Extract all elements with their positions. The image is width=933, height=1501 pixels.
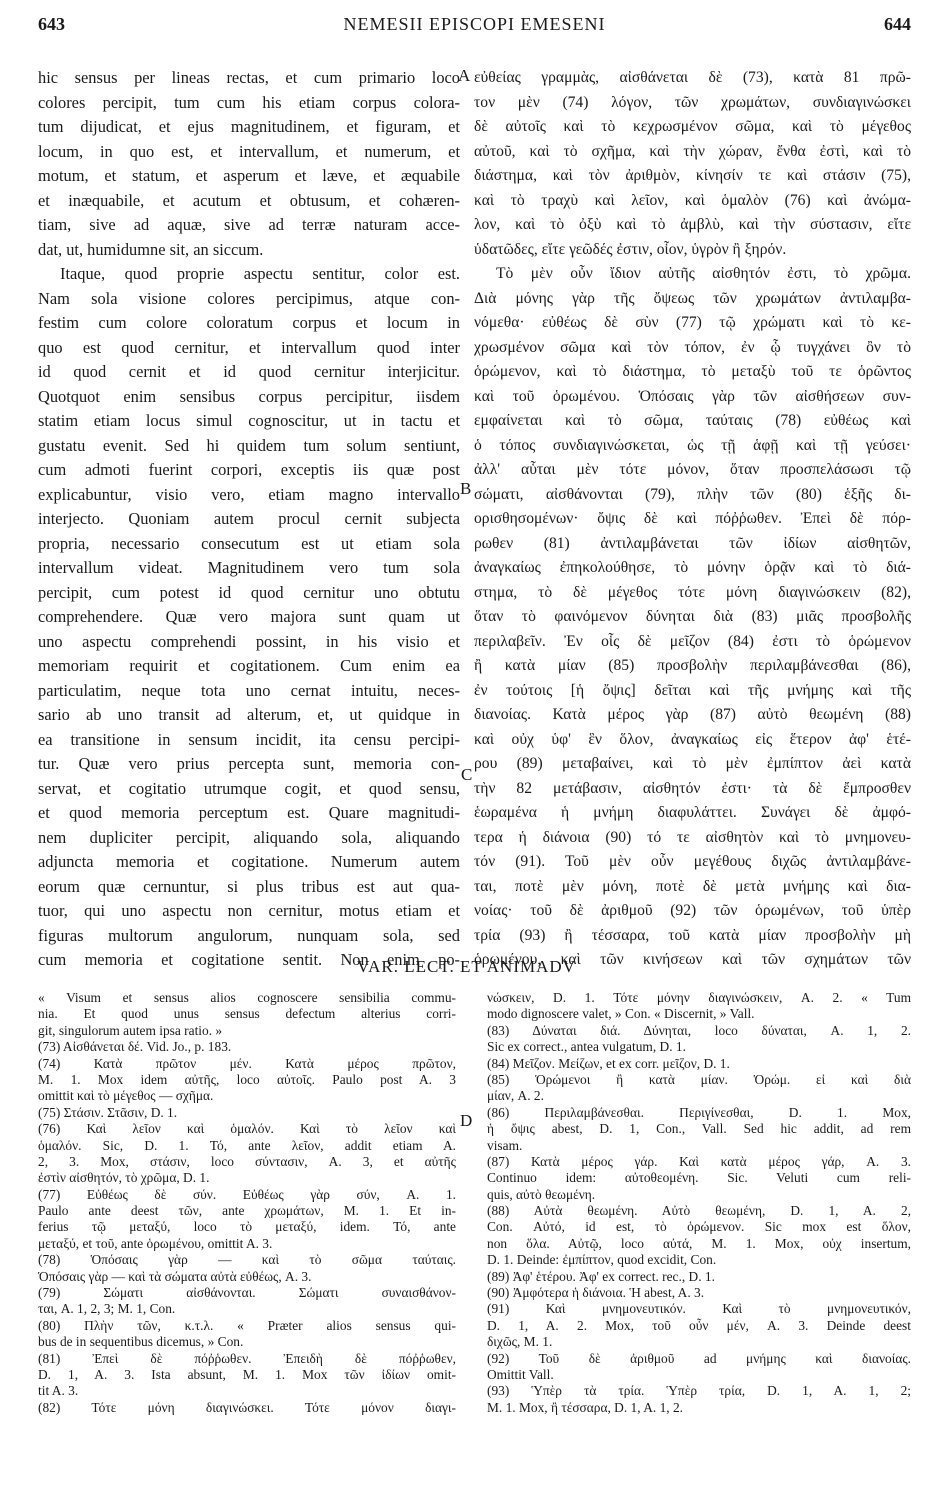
note-line: (78) Ὁπόσαις γὰρ — καὶ τὸ σῶμα ταύταις. (38, 1252, 456, 1268)
greek-text-line: αὐτοῦ, καὶ τὸ σχῆμα, καὶ τὴν χώραν, ἔνθα ἐστὶ, καὶ τὸ (474, 142, 911, 160)
latin-text-line: explicabuntur, visio vero, etiam magno intervallo (38, 484, 460, 504)
note-line: (79) Σώματι αἰσθάνονται. Σώματι συναισθάνον- (38, 1285, 456, 1301)
note-line: 2, 3. Mox, στάσιν, loco σύντασιν, A. 3, et αὐτῆς (38, 1153, 456, 1169)
greek-text-line: ὅταν τὸ φαινόμενον δύνηται διὰ (83) μιᾶς προσβολῆς (474, 608, 911, 625)
greek-text-line: εὐθείας γραμμὰς, αἰσθάνεται δὲ (73), κατὰ 81 πρῶ- (474, 69, 911, 86)
note-line: (81) Ἐπεὶ δὲ πόῤῥωθεν. Ἐπειδὴ δὲ πόῤῥωθεν, (38, 1350, 456, 1366)
greek-text-line: δὲ αὐτοῖς καὶ τὸ κεχρωσμένον σῶμα, καὶ τὸ μέγεθος (474, 118, 911, 135)
greek-text-column (474, 66, 911, 973)
greek-text-line: περιλαβεῖν. Ἐν οἷς δὲ μεῖζον (84) ἐστι τὸ ὁρώμενον (474, 632, 911, 650)
latin-text-line: ea transitione in sensum incidit, ita censu percipi- (38, 729, 460, 749)
latin-text-line: uno aspectu comprehendi possint, in his visio et (38, 631, 460, 651)
note-line: (73) Αἰσθάνεται δέ. Vid. Jo., p. 183. (38, 1039, 232, 1055)
greek-text-line: νόμεθα· εὐθέως δὲ σὺν (77) τῷ χρώματι καὶ τὸ κε- (474, 314, 911, 331)
greek-text-line: τον μὲν (74) λόγον, τῶν χρωμάτων, συνδιαγινώσκει (474, 93, 911, 111)
latin-text-line: et quod memoria perceptum est. Quare magnitudi- (38, 803, 460, 822)
note-line: D. 1. Deinde: ἐμπίπτον, quod excidit, Con. (487, 1252, 717, 1268)
page-number-left: 643 (38, 14, 65, 34)
latin-text-line: figuras multorum angulorum, nunquam sola, sed (38, 925, 460, 945)
greek-text-line: ρωθεν (81) ἀντιλαμβάνεται τῶν ἰδίων αἰσθητῶν, (474, 534, 911, 552)
latin-text-line: tiam, sive ad aquæ, sive ad terræ naturam acce- (38, 215, 460, 234)
latin-text-line: nem dupliciter percipit, aliquando sola, aliquando (38, 827, 460, 847)
margin-marker-b: B (460, 479, 472, 498)
latin-text-column (38, 66, 460, 973)
note-line: (83) Δύναται διά. Δύνηται, loco δύναται, A. 1, 2. (487, 1022, 911, 1038)
greek-text-line: ὁρωμένου, καὶ τῶν κινήσεων καὶ τῶν σχημάτων τῶν (474, 951, 911, 968)
note-line: Sic ex correct., antea vulgatum, D. 1. (487, 1039, 686, 1055)
note-line: Paulo ante deest τῶν, ante χρωμάτων, M. 1. Et in- (38, 1203, 456, 1219)
greek-text-line: διανοίας. Κατὰ μέρος γὰρ (87) αὐτὸ θεωμένη (88) (474, 706, 911, 723)
note-line: (77) Εὐθέως δὲ σύν. Εὐθέως γὰρ σύν, A. 1. (38, 1186, 456, 1202)
greek-text-line: νοίας· τοῦ δὲ ἀριθμοῦ (92) τῶν ὁρωμένων, τοῦ ὑπὲρ (474, 902, 911, 919)
greek-text-line: ρου (89) μεταβαίνει, καὶ τὸ μὲν ἐμπίπτον ἀεὶ κατὰ (474, 755, 911, 772)
note-line: (74) Κατὰ πρῶτον μέν. Κατὰ μέρος πρῶτον, (38, 1055, 456, 1071)
note-line: (75) Στάσιν. Στᾶσιν, D. 1. (38, 1104, 178, 1120)
page-number-right: 644 (884, 14, 911, 34)
greek-text-line: χρωσμένον σῶμα καὶ τὸν τόπον, ἐν ᾧ τυγχάνει ὂν τὸ (474, 338, 911, 356)
greek-text-line: ἐν τούτοις [ἡ ὄψις] δεῖται καὶ τῆς μνήμης καὶ τῆς (474, 681, 911, 699)
greek-text-line: ἢ κατὰ μίαν (85) προσβολὴν περιλαμβάνεσθαι (86), (474, 657, 911, 674)
greek-text-line: τόν (91). Τοῦ μὲν οὖν μεγέθους διχῶς ἀντιλαμβάνε- (474, 853, 911, 870)
note-line: M. 1. Mox, ἢ τέσσαρα, D. 1, A. 1, 2. (487, 1399, 684, 1415)
note-line: ἐστὶν αἰσθητόν, τὸ χρῶμα, D. 1. (38, 1170, 210, 1186)
greek-text-line: ἀναγκαίως ἐπηκολούθησε, τὸ μόνην ὁρᾷν καὶ τὸ διά- (474, 559, 911, 576)
note-line: non ὅλα. Αὐτῷ, loco αὐτά, M. 1. Mox, οὐχ insertum, (487, 1235, 911, 1251)
latin-text-line: servat, et cogitatio utrumque cogit, et quod sensu, (38, 778, 460, 798)
note-line: διχῶς, M. 1. (487, 1334, 553, 1350)
greek-text-line: λον, καὶ τὸ ὀξὺ καὶ τὸ ἀμβλὺ, καὶ τὴν σύστασιν, εἴτε (474, 216, 911, 233)
note-line: Omittit Vall. (487, 1366, 554, 1382)
greek-text-line: τερα ἡ διάνοια (90) τό τε αἰσθητὸν καὶ τὸ μνημονευ- (474, 828, 911, 846)
note-line: M. 1. Mox idem αὐτῆς, loco αὐτοῖς. Paulo post A. 3 (38, 1071, 456, 1087)
note-line: (92) Τοῦ δὲ ἀριθμοῦ ad μνήμης καὶ διανοίας. (487, 1350, 911, 1366)
latin-text-line: cum admoti fuerint corpori, exceptis iis quæ post (38, 460, 460, 479)
note-line: (86) Περιλαμβάνεσθαι. Περιγίνεσθαι, D. 1. Mox, (487, 1104, 911, 1120)
note-line: (82) Τότε μόνη διαγινώσκει. Τότε μόνον διαγι- (38, 1399, 456, 1415)
greek-text-line: διάστημα, καὶ τὸν ἀριθμὸν, κίνησίν τε καὶ στάσιν (75), (474, 167, 911, 184)
note-line: (84) Μεῖζον. Μείζων, et ex corr. μεῖζον, D. 1. (487, 1055, 730, 1071)
margin-marker-a: A (458, 66, 471, 85)
latin-text-line: tur. Quæ vero prius percepta sunt, memoria con- (38, 754, 460, 773)
note-line: Con. Αὐτό, id est, τὸ ὁρώμενον. Sic mox est ὅλον, (487, 1219, 911, 1235)
greek-text-line: τρία (93) ἢ τέσσαρα, τοῦ κατὰ μίαν προσβολὴν μὴ (474, 926, 911, 944)
latin-text-line: memoriam requirit et cogitationem. Cum enim ea (38, 656, 460, 675)
latin-text-line: Quotquot enim sensibus corpus percipitur, iisdem (38, 386, 460, 406)
latin-text-line: hic sensus per lineas rectas, et cum primario loco (38, 68, 460, 87)
note-line: omittit καὶ τὸ μέγεθος — σχῆμα. (38, 1088, 214, 1104)
note-line: Ὁπόσαις γὰρ — καὶ τὰ σώματα αὐτὰ εὐθέως, A. 3. (38, 1268, 312, 1284)
latin-text-line: adjuncta memoria et cogitatione. Numerum autem (38, 852, 460, 871)
note-line: bus de in sequentibus dicemus, » Con. (38, 1334, 244, 1350)
latin-text-line: locum, in quo est, et intervallum, et numerum, et (38, 141, 460, 161)
note-line: μίαν, A. 2. (487, 1088, 544, 1104)
latin-text-line: Itaque, quod proprie aspectu sentitur, color est. (60, 264, 460, 283)
note-line: Continuo idem: αὐτοθεομένη. Sic. Veluti cum reli- (487, 1170, 911, 1186)
greek-text-line: ορισθησομένων· ὄψις δὲ καὶ πόῤῥωθεν. Ἐπεὶ δὲ πόρ- (474, 510, 911, 527)
margin-marker-d: D (460, 1111, 473, 1130)
latin-text-line: eorum quæ cernuntur, si plus tribus est aut qua- (38, 876, 460, 896)
notes-right-column (487, 990, 911, 1416)
margin-marker-c: C (461, 765, 473, 784)
note-line: (85) Ὁρώμενοι ἢ κατὰ μίαν. Ὁρώμ. εἰ καὶ διὰ (487, 1071, 911, 1087)
latin-text-line: colores percipit, tum cum his etiam corpus colora- (38, 92, 460, 112)
latin-text-line: propria, necessario consecutum est ut etiam sola (38, 533, 460, 553)
latin-text-line: id quod cernit et id quod cernitur interjicitur. (38, 362, 460, 381)
latin-text-line: sario ab uno transit ad alterum, et, ut quidque in (38, 705, 460, 724)
greek-text-line: ὁρώμενον, καὶ τὸ διάστημα, τὸ μεταξὺ τοῦ τε ὁρῶντος (474, 363, 911, 380)
note-line: visam. (487, 1137, 523, 1153)
note-line: μεταξύ, et τοῦ, ante ὁρωμένου, omittit A. 3. (38, 1235, 273, 1251)
note-line: D. 1, A. 3. Ista absunt, M. 1. Mox τῶν ἰδίων omit- (38, 1366, 456, 1382)
greek-text-line: στημα, τὸ δὲ μέγεθος τότε μόνη διαγινώσκειν (82), (474, 583, 911, 601)
latin-text-line: tum dijudicat, et ejus magnitudinem, et figuram, et (38, 117, 460, 136)
note-line: D. 1, A. 2. Mox, τοῦ οὖν μέν, A. 3. Deinde deest (487, 1317, 911, 1333)
greek-text-line: τὴν 82 μετάβασιν, αἰσθητόν ἐστι· τὰ δὲ ἔμπροσθεν (474, 779, 911, 797)
note-line: (80) Πλὴν τῶν, κ.τ.λ. « Præter alios sensus qui- (38, 1317, 456, 1333)
greek-text-line: ὁ τόπος συνδιαγινώσκεται, ὡς τῇ ἁφῇ καὶ τῇ γεύσει· (474, 436, 911, 454)
greek-text-line: ἑωραμένα ἡ μνήμη διαφυλάττει. Συνάγει δὲ ἀμφό- (474, 804, 911, 821)
greek-text-line: καὶ οὐχ ὑφ' ἓν ὅλον, ἀναγκαίως εἰς ἕτερον ἀφ' ἑτέ- (474, 730, 911, 748)
note-line: ἡ ὄψις abest, D. 1, Con., Vall. Sed hic addit, ad rem (487, 1121, 911, 1137)
note-line: modo dignoscere valet, » Con. « Discernit, » Vall. (487, 1006, 755, 1022)
latin-text-line: Nam sola visione colores percipimus, atque con- (38, 288, 460, 308)
latin-text-line: percipit, cum potest id quod cernitur uno obtutu (38, 582, 460, 602)
latin-text-line: et inæquabile, et acutum et obtusum, et cohæren- (38, 190, 460, 210)
greek-text-line: Τὸ μὲν οὖν ἴδιον αὐτῆς αἰσθητόν ἐστι, τὸ χρῶμα. (496, 265, 911, 282)
latin-text-line: tuor, qui uno aspectu non cernitur, motus etiam et (38, 901, 460, 920)
latin-text-line: particulatim, neque tota uno cernat intuitu, neces- (38, 680, 460, 700)
greek-text-line: σώματι, αἰσθάνονται (79), πλὴν τῶν (80) ἑξῆς δι- (474, 485, 911, 503)
note-line: (89) Ἀφ' ἑτέρου. Ἀφ' ex correct. rec., D. 1. (487, 1268, 715, 1284)
latin-text-line: motum, et statum, et asperum et læve, et æquabile (38, 166, 460, 185)
greek-text-line: ἀλλ' αὗται μὲν τότε μόνον, ὅταν προσπελάσωσι τῷ (474, 461, 911, 478)
note-line: tit A. 3. (38, 1383, 79, 1399)
latin-text-line: intervallum videat. Magnitudinem vero tum sola (38, 558, 460, 577)
latin-text-line: dat, ut, humidumne sit, an siccum. (38, 239, 264, 259)
greek-text-line: καὶ τὸ τραχὺ καὶ λεῖον, καὶ ὁμαλὸν (76) καὶ ἀνώμα- (474, 191, 911, 209)
note-line: ται, A. 1, 2, 3; M. 1, Con. (38, 1301, 176, 1317)
note-line: nia. Et quod unus sensus defectum alterius corri- (38, 1006, 456, 1022)
running-title: NEMESII EPISCOPI EMESENI (343, 14, 606, 34)
greek-text-line: Διὰ μόνης γὰρ τῆς ὄψεως τῶν χρωμάτων ἀντιλαμβα- (474, 289, 911, 307)
greek-text-line: εμφαίνεται καὶ τὸ σῶμα, ταύταις (78) εὐθέως καὶ (474, 412, 911, 429)
notes-heading: VAR. LECT. ET ANIMADV (357, 957, 576, 976)
latin-text-line: gustatu evenit. Sed hi quidem tum solum sentiunt, (38, 435, 460, 455)
latin-text-line: quo est quod cernitur, et intervallum quod inter (38, 337, 460, 357)
latin-text-line: festim cum colore coloratum corpus et locum in (38, 313, 460, 332)
note-line: (76) Καὶ λεῖον καὶ ὁμαλόν. Καὶ τὸ λεῖον καὶ (38, 1121, 456, 1137)
greek-text-line: καὶ τοῦ ὁρωμένου. Ὁπόσαις γὰρ τῶν αἰσθήσεων συν- (474, 387, 911, 405)
latin-text-line: cum memoria et cogitatione sentit. Non enim po- (38, 950, 460, 969)
note-line: νώσκειν, D. 1. Τότε μόνην διαγινώσκειν, A. 2. « Tum (487, 990, 911, 1005)
note-line: (88) Αὐτὰ θεωμένη. Αὐτὸ θεωμένη, D. 1, A. 2, (487, 1203, 911, 1219)
latin-text-line: comprehendere. Quæ vero majora sunt quam ut (38, 607, 460, 626)
note-line: ὁμαλόν. Sic, D. 1. Τό, ante λεῖον, addit etiam A. (38, 1137, 456, 1153)
latin-text-line: statim etiam locus simul cognoscitur, ut in tactu et (38, 411, 460, 430)
note-line: quis, αὐτὸ θεωμένη. (487, 1186, 596, 1202)
note-line: ferius τῷ μεταξύ, loco τὸ μεταξύ, idem. Τό, ante (38, 1219, 456, 1235)
page-header (38, 8, 911, 38)
note-line: git, singulorum autem ipsa ratio. » (38, 1022, 223, 1038)
notes-left-column (38, 990, 456, 1416)
note-line: (87) Κατὰ μέρος γάρ. Καὶ κατὰ μέρος γάρ, A. 3. (487, 1153, 911, 1169)
greek-text-line: ται, ποτὲ μὲν μόνη, ποτὲ δὲ μετὰ μνήμης καὶ δια- (474, 877, 911, 895)
greek-text-line: ὑδατῶδες, εἴτε γεῶδές ἐστιν, οἷον, ὑγρὸν ἢ ξηρόν. (474, 240, 787, 258)
note-line: « Visum et sensus alios cognoscere sensibilia commu- (38, 990, 456, 1005)
note-line: (91) Καὶ μνημονευτικόν. Καὶ τὸ μνημονευτικόν, (487, 1301, 911, 1317)
note-line: (93) Ὑπὲρ τὰ τρία. Ὑπὲρ τρία, D. 1, A. 1, 2; (487, 1383, 911, 1399)
note-line: (90) Ἀμφότερα ἡ διάνοια. Ἡ abest, A. 3. (487, 1285, 705, 1301)
latin-text-line: interjecto. Quoniam autem procul cernit subjecta (38, 509, 460, 528)
